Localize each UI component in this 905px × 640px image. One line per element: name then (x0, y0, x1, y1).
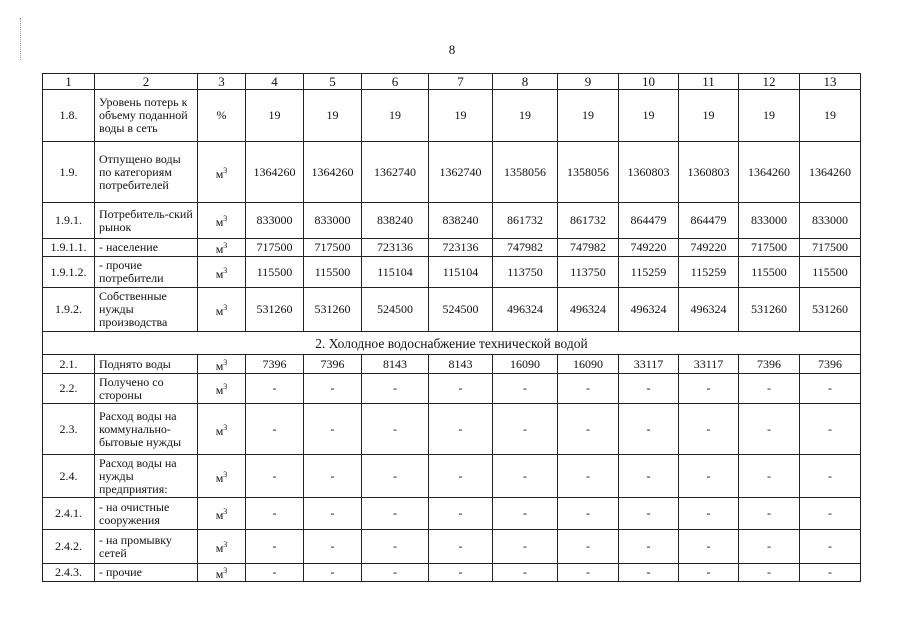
value-cell: 115500 (739, 257, 800, 288)
value-cell: 115259 (679, 257, 739, 288)
value-cell: 864479 (619, 203, 679, 239)
value-cell: 496324 (558, 288, 619, 332)
value-cell: 749220 (619, 239, 679, 257)
value-cell: 1364260 (304, 142, 362, 203)
value-cell: - (739, 498, 800, 530)
value-cell: - (362, 455, 429, 498)
value-cell: - (800, 374, 861, 404)
value-cell: 16090 (558, 355, 619, 374)
row-unit: $м^3$ (198, 530, 246, 564)
data-table (42, 73, 861, 582)
value-cell: 747982 (493, 239, 558, 257)
row-id: 1.9.1.2. (43, 257, 95, 288)
value-cell: 115104 (362, 257, 429, 288)
row-name: - население (95, 239, 198, 257)
table-row (43, 203, 861, 239)
value-cell: - (679, 498, 739, 530)
row-id: 1.9.2. (43, 288, 95, 332)
column-header: 7 (429, 74, 493, 90)
table-row (43, 455, 861, 498)
row-id: 2.2. (43, 374, 95, 404)
row-name: - на промывку сетей (95, 530, 198, 564)
value-cell: - (619, 404, 679, 455)
row-name: Расход воды на коммунально-бытовые нужды (95, 404, 198, 455)
value-cell: - (558, 455, 619, 498)
value-cell: - (493, 404, 558, 455)
value-cell: 524500 (429, 288, 493, 332)
row-id: 1.9. (43, 142, 95, 203)
row-unit: $м^3$ (198, 203, 246, 239)
section-title: 2. Холодное водоснабжение технической водой (43, 332, 861, 355)
value-cell: 1364260 (800, 142, 861, 203)
value-cell: 833000 (246, 203, 304, 239)
value-cell: - (246, 530, 304, 564)
value-cell: 113750 (493, 257, 558, 288)
row-name: - на очистные сооружения (95, 498, 198, 530)
value-cell: 723136 (429, 239, 493, 257)
value-cell: 19 (362, 90, 429, 142)
value-cell: - (619, 455, 679, 498)
row-id: 2.4. (43, 455, 95, 498)
column-header: 10 (619, 74, 679, 90)
table-row (43, 288, 861, 332)
value-cell: - (739, 530, 800, 564)
value-cell: 861732 (558, 203, 619, 239)
row-name: Получено со стороны (95, 374, 198, 404)
value-cell: - (246, 374, 304, 404)
value-cell: 838240 (429, 203, 493, 239)
value-cell: 19 (739, 90, 800, 142)
row-id: 2.4.1. (43, 498, 95, 530)
value-cell: - (800, 455, 861, 498)
scan-mark (20, 18, 22, 60)
row-id: 2.1. (43, 355, 95, 374)
value-cell: - (304, 498, 362, 530)
value-cell: 496324 (679, 288, 739, 332)
value-cell: - (362, 564, 429, 582)
column-header: 9 (558, 74, 619, 90)
value-cell: - (679, 404, 739, 455)
table-row (43, 239, 861, 257)
row-unit: $м^3$ (198, 498, 246, 530)
value-cell: - (362, 374, 429, 404)
row-id: 1.8. (43, 90, 95, 142)
value-cell: - (739, 374, 800, 404)
value-cell: 7396 (304, 355, 362, 374)
value-cell: 1364260 (246, 142, 304, 203)
header-row (43, 74, 861, 90)
row-id: 1.9.1.1. (43, 239, 95, 257)
value-cell: 838240 (362, 203, 429, 239)
value-cell: - (362, 498, 429, 530)
column-header: 8 (493, 74, 558, 90)
row-id: 1.9.1. (43, 203, 95, 239)
value-cell: - (493, 530, 558, 564)
section-row (43, 332, 861, 355)
row-unit: $м^3$ (198, 239, 246, 257)
value-cell: - (304, 455, 362, 498)
value-cell: - (679, 374, 739, 404)
value-cell: 1358056 (558, 142, 619, 203)
value-cell: - (800, 530, 861, 564)
value-cell: - (362, 404, 429, 455)
value-cell: - (493, 374, 558, 404)
value-cell: 749220 (679, 239, 739, 257)
value-cell: 531260 (800, 288, 861, 332)
value-cell: - (619, 530, 679, 564)
table-row (43, 90, 861, 142)
value-cell: - (619, 564, 679, 582)
value-cell: - (558, 498, 619, 530)
value-cell: 1360803 (619, 142, 679, 203)
value-cell: - (304, 564, 362, 582)
value-cell: - (493, 455, 558, 498)
value-cell: 33117 (619, 355, 679, 374)
value-cell: - (246, 498, 304, 530)
column-header: 13 (800, 74, 861, 90)
value-cell: 833000 (304, 203, 362, 239)
value-cell: 113750 (558, 257, 619, 288)
row-id: 2.4.3. (43, 564, 95, 582)
value-cell: - (800, 564, 861, 582)
value-cell: 115500 (800, 257, 861, 288)
column-header: 4 (246, 74, 304, 90)
row-name: Расход воды на нужды предприятия: (95, 455, 198, 498)
table-row (43, 404, 861, 455)
value-cell: 8143 (362, 355, 429, 374)
value-cell: - (429, 564, 493, 582)
value-cell: - (558, 404, 619, 455)
value-cell: 19 (304, 90, 362, 142)
value-cell: 19 (246, 90, 304, 142)
value-cell: 723136 (362, 239, 429, 257)
table-row (43, 142, 861, 203)
value-cell: 717500 (800, 239, 861, 257)
column-header: 2 (95, 74, 198, 90)
row-unit: $м^3$ (198, 564, 246, 582)
value-cell: - (429, 530, 493, 564)
value-cell: 717500 (304, 239, 362, 257)
value-cell: - (619, 498, 679, 530)
value-cell: 8143 (429, 355, 493, 374)
value-cell: - (558, 564, 619, 582)
value-cell: 19 (493, 90, 558, 142)
table-row (43, 374, 861, 404)
row-name: Поднято воды (95, 355, 198, 374)
value-cell: 531260 (246, 288, 304, 332)
value-cell: 19 (679, 90, 739, 142)
value-cell: - (619, 374, 679, 404)
value-cell: 115259 (619, 257, 679, 288)
value-cell: - (429, 498, 493, 530)
value-cell: - (493, 498, 558, 530)
value-cell: 19 (619, 90, 679, 142)
value-cell: - (246, 455, 304, 498)
table-row (43, 355, 861, 374)
value-cell: 1364260 (739, 142, 800, 203)
value-cell: 1358056 (493, 142, 558, 203)
row-name: - прочие (95, 564, 198, 582)
row-unit: $м^3$ (198, 355, 246, 374)
value-cell: - (362, 530, 429, 564)
value-cell: 864479 (679, 203, 739, 239)
value-cell: 496324 (493, 288, 558, 332)
row-name: Уровень потерь к объему поданной воды в сеть (95, 90, 198, 142)
row-unit: $м^3$ (198, 404, 246, 455)
value-cell: 717500 (739, 239, 800, 257)
value-cell: 531260 (304, 288, 362, 332)
value-cell: 861732 (493, 203, 558, 239)
page-number: 8 (448, 42, 456, 57)
value-cell: 7396 (800, 355, 861, 374)
row-unit: $м^3$ (198, 142, 246, 203)
row-name: Отпущено воды по категориям потребителей (95, 142, 198, 203)
value-cell: 833000 (739, 203, 800, 239)
value-cell: 19 (800, 90, 861, 142)
column-header: 6 (362, 74, 429, 90)
row-id: 2.4.2. (43, 530, 95, 564)
value-cell: 33117 (679, 355, 739, 374)
value-cell: 1362740 (429, 142, 493, 203)
row-unit: $м^3$ (198, 374, 246, 404)
row-id: 2.3. (43, 404, 95, 455)
value-cell: - (493, 564, 558, 582)
value-cell: 7396 (739, 355, 800, 374)
value-cell: 19 (558, 90, 619, 142)
value-cell: 7396 (246, 355, 304, 374)
row-unit: $м^3$ (198, 288, 246, 332)
value-cell: 1360803 (679, 142, 739, 203)
column-header: 5 (304, 74, 362, 90)
value-cell: 833000 (800, 203, 861, 239)
value-cell: 531260 (739, 288, 800, 332)
value-cell: - (679, 455, 739, 498)
value-cell: - (558, 374, 619, 404)
value-cell: - (246, 404, 304, 455)
value-cell: 115104 (429, 257, 493, 288)
value-cell: 747982 (558, 239, 619, 257)
value-cell: - (304, 530, 362, 564)
value-cell: - (429, 404, 493, 455)
value-cell: 717500 (246, 239, 304, 257)
value-cell: - (246, 564, 304, 582)
row-unit: $м^3$ (198, 455, 246, 498)
table-row (43, 498, 861, 530)
value-cell: - (558, 530, 619, 564)
column-header: 3 (198, 74, 246, 90)
row-unit: $м^3$ (198, 257, 246, 288)
value-cell: - (739, 564, 800, 582)
value-cell: 16090 (493, 355, 558, 374)
value-cell: - (679, 530, 739, 564)
column-header: 12 (739, 74, 800, 90)
value-cell: 115500 (246, 257, 304, 288)
row-name: - прочие потребители (95, 257, 198, 288)
table-row (43, 257, 861, 288)
row-name: Потребитель-ский рынок (95, 203, 198, 239)
value-cell: - (800, 404, 861, 455)
value-cell: - (429, 374, 493, 404)
value-cell: 524500 (362, 288, 429, 332)
value-cell: 115500 (304, 257, 362, 288)
value-cell: - (739, 404, 800, 455)
value-cell: 496324 (619, 288, 679, 332)
value-cell: - (304, 404, 362, 455)
column-header: 11 (679, 74, 739, 90)
value-cell: 19 (429, 90, 493, 142)
table-row (43, 564, 861, 582)
value-cell: - (429, 455, 493, 498)
value-cell: - (679, 564, 739, 582)
value-cell: - (800, 498, 861, 530)
row-name: Собственные нужды производства (95, 288, 198, 332)
value-cell: - (304, 374, 362, 404)
column-header: 1 (43, 74, 95, 90)
row-unit: % (198, 90, 246, 142)
value-cell: - (739, 455, 800, 498)
value-cell: 1362740 (362, 142, 429, 203)
table-row (43, 530, 861, 564)
